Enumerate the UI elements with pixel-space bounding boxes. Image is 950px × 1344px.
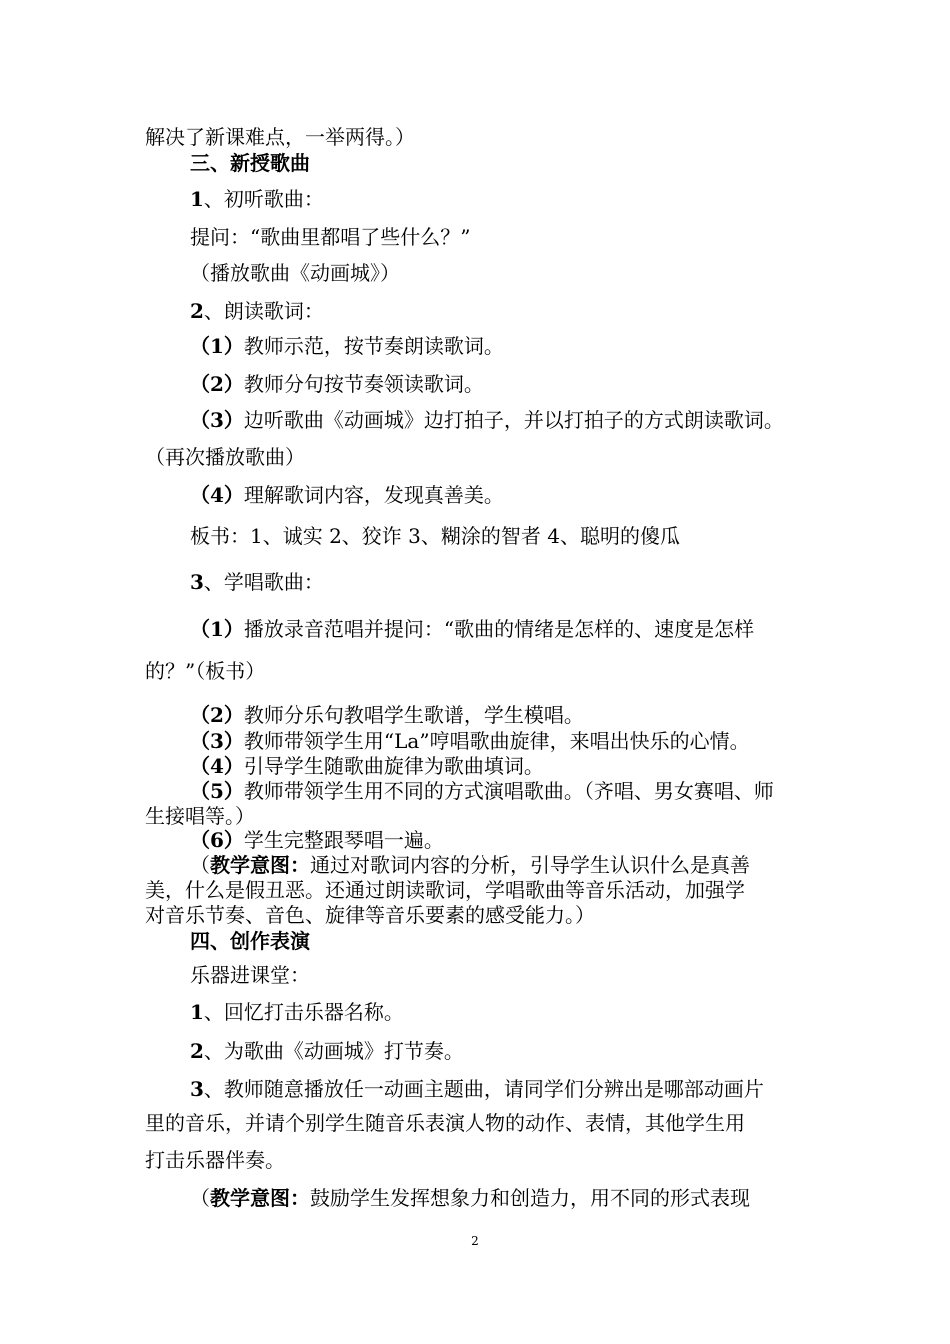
text-run: 教师示范，按节奏朗读歌词。 xyxy=(243,334,504,358)
text-run: 、回忆打击乐器名称。 xyxy=(203,1000,404,1024)
text-line xyxy=(145,659,265,683)
text-run: 引导学生随歌曲旋律为歌曲填词。 xyxy=(243,754,544,778)
text-line xyxy=(190,151,310,175)
bold-text-run: 1 xyxy=(210,617,224,641)
text-line xyxy=(190,483,504,507)
text-run: 教师带领学生用不同的方式演唱歌曲。（齐唱、男女赛唱、师 xyxy=(243,779,774,803)
text-line xyxy=(190,779,774,803)
bold-text-run: （ xyxy=(190,408,210,432)
bold-text-run: （ xyxy=(190,483,210,507)
text-run: （ xyxy=(190,1186,210,1210)
bold-text-run: （ xyxy=(190,729,210,753)
text-run: 生接唱等。） xyxy=(145,804,255,828)
text-run: 、朗读歌词： xyxy=(203,299,324,323)
bold-text-run: 教学意图： xyxy=(210,853,310,877)
bold-text-run: ） xyxy=(223,779,244,803)
text-run: 提问：“歌曲里都唱了些什么？” xyxy=(190,225,471,249)
bold-text-run: ） xyxy=(223,483,244,507)
text-run: 的？”（板书） xyxy=(145,659,266,683)
text-line xyxy=(190,1000,404,1024)
text-run: 美，什么是假丑恶。还通过朗读歌词，学唱歌曲等音乐活动，加强学 xyxy=(145,878,745,902)
bold-text-run: 1 xyxy=(190,187,204,211)
text-line xyxy=(190,372,484,396)
text-run: 解决了新课难点，一举两得。） xyxy=(145,125,415,149)
bold-text-run: 1 xyxy=(190,1000,204,1024)
bold-text-run: ） xyxy=(223,372,244,396)
text-run: 、学唱歌曲： xyxy=(203,570,324,594)
bold-text-run: 6 xyxy=(210,828,224,852)
text-run: 通过对歌词内容的分析，引导学生认识什么是真善 xyxy=(310,853,750,877)
text-line xyxy=(190,703,584,727)
text-run: 、教师随意播放任一动画主题曲，请同学们分辨出是哪部动画片 xyxy=(203,1077,764,1101)
text-run: 学生完整跟琴唱一遍。 xyxy=(243,828,444,852)
text-line xyxy=(190,408,784,432)
text-line xyxy=(190,729,750,753)
text-run: （再次播放歌曲） xyxy=(145,445,305,469)
bold-text-run: 四、创作表演 xyxy=(190,929,310,953)
text-line xyxy=(190,1039,464,1063)
bold-text-run: 2 xyxy=(210,703,224,727)
text-line xyxy=(190,570,324,594)
text-line xyxy=(190,334,504,358)
text-line xyxy=(190,754,544,778)
bold-text-run: 三、新授歌曲 xyxy=(190,151,310,175)
text-line xyxy=(190,1077,764,1101)
bold-text-run: 1 xyxy=(210,334,224,358)
bold-text-run: （ xyxy=(190,372,210,396)
text-line xyxy=(145,1148,285,1172)
bold-text-run: ） xyxy=(223,754,244,778)
text-line xyxy=(190,299,324,323)
text-run: 板书：1、诚实 2、狡诈 3、糊涂的智者 4、聪明的傻瓜 xyxy=(190,524,680,548)
text-line xyxy=(145,903,595,927)
text-run: （ xyxy=(190,853,210,877)
bold-text-run: ） xyxy=(223,828,244,852)
text-run: 教师带领学生用“La”哼唱歌曲旋律，来唱出快乐的心情。 xyxy=(243,729,750,753)
bold-text-run: 3 xyxy=(210,729,224,753)
bold-text-run: 4 xyxy=(210,754,224,778)
text-line xyxy=(190,853,750,877)
text-run: 边听歌曲《动画城》边打拍子，并以打拍子的方式朗读歌词。 xyxy=(243,408,784,432)
text-line xyxy=(190,963,310,987)
text-run: 教师分句按节奏领读歌词。 xyxy=(243,372,484,396)
text-line xyxy=(145,1111,745,1135)
bold-text-run: 2 xyxy=(190,1039,204,1063)
bold-text-run: 3 xyxy=(190,570,204,594)
text-run: 里的音乐，并请个别学生随音乐表演人物的动作、表情，其他学生用 xyxy=(145,1111,745,1135)
text-line xyxy=(190,1186,750,1210)
text-run: （播放歌曲《动画城》） xyxy=(190,261,400,285)
bold-text-run: （ xyxy=(190,779,210,803)
bold-text-run: 4 xyxy=(210,483,224,507)
text-line xyxy=(145,445,305,469)
text-line xyxy=(190,617,754,641)
text-run: 理解歌词内容，发现真善美。 xyxy=(243,483,504,507)
bold-text-run: 3 xyxy=(210,408,224,432)
bold-text-run: ） xyxy=(223,617,244,641)
text-run: 鼓励学生发挥想象力和创造力，用不同的形式表现 xyxy=(310,1186,750,1210)
bold-text-run: （ xyxy=(190,754,210,778)
text-line xyxy=(190,225,470,249)
text-run: 、初听歌曲： xyxy=(203,187,324,211)
bold-text-run: 3 xyxy=(190,1077,204,1101)
bold-text-run: ） xyxy=(223,334,244,358)
text-line xyxy=(190,187,324,211)
text-line xyxy=(145,125,415,149)
bold-text-run: （ xyxy=(190,617,210,641)
text-line xyxy=(145,804,255,828)
bold-text-run: 教学意图： xyxy=(210,1186,310,1210)
text-run: 教师分乐句教唱学生歌谱，学生模唱。 xyxy=(243,703,584,727)
text-run: 乐器进课堂： xyxy=(190,963,310,987)
page-number: 2 xyxy=(471,1234,479,1248)
bold-text-run: （ xyxy=(190,828,210,852)
bold-text-run: （ xyxy=(190,703,210,727)
text-line xyxy=(190,828,444,852)
bold-text-run: ） xyxy=(223,408,244,432)
bold-text-run: 2 xyxy=(190,299,204,323)
text-run: 播放录音范唱并提问：“歌曲的情绪是怎样的、速度是怎样 xyxy=(243,617,755,641)
text-line xyxy=(190,261,400,285)
bold-text-run: （ xyxy=(190,334,210,358)
text-run: 对音乐节奏、音色、旋律等音乐要素的感受能力。） xyxy=(145,903,595,927)
text-line xyxy=(145,878,745,902)
text-line xyxy=(190,524,680,548)
bold-text-run: 5 xyxy=(210,779,224,803)
text-line xyxy=(190,929,310,953)
text-run: 打击乐器伴奏。 xyxy=(145,1148,285,1172)
text-run: 、为歌曲《动画城》打节奏。 xyxy=(203,1039,464,1063)
bold-text-run: 2 xyxy=(210,372,224,396)
bold-text-run: ） xyxy=(223,703,244,727)
bold-text-run: ） xyxy=(223,729,244,753)
